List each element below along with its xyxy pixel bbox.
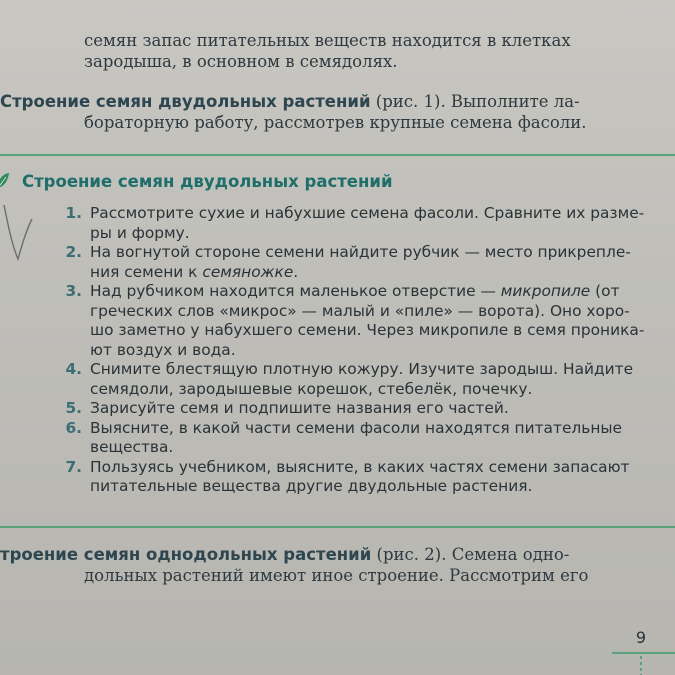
intro-line-2: зародыша, в основном в семядолях.: [84, 52, 398, 71]
list-item: [50, 204, 670, 243]
list-item-number: 3.: [65, 282, 82, 300]
page-number-dotted-line: [640, 656, 642, 675]
list-item-number: 1.: [65, 204, 82, 222]
list-item-text: Рассмотрите сухие и набухшие семена фасоли. Сравните их разме- ры и форму.: [90, 204, 645, 242]
section-monocot-line-2: дольных растений имеют иное строение. Рассмотрим его: [84, 566, 589, 585]
section-monocot-heading: троение семян однодольных растений: [0, 545, 372, 564]
lab-bottom-rule: [0, 526, 675, 528]
section-dicot-line-2: бораторную работу, рассмотрев крупные семена фасоли.: [84, 113, 587, 132]
lab-title: Строение семян двудольных растений: [22, 172, 393, 191]
list-item-text: [90, 282, 670, 360]
list-item-number: 2.: [65, 243, 82, 261]
list-item: [50, 282, 670, 360]
list-item: [50, 360, 670, 399]
intro-line-1: семян запас питательных веществ находится в клетках: [84, 31, 571, 50]
page-number: 9: [635, 628, 647, 647]
list-item-text-part: Над рубчиком находится маленькое отверстие —: [90, 282, 501, 300]
section-dicot-heading-rest: (рис. 1). Выполните ла-: [370, 92, 580, 111]
term-micropyle: микропиле: [500, 282, 591, 300]
section-monocot-heading-rest: (рис. 2). Семена одно-: [371, 545, 570, 564]
intro-paragraph: [84, 30, 664, 72]
section-dicot-heading: Строение семян двудольных растений: [0, 92, 371, 111]
lab-steps-list: [50, 204, 670, 497]
list-item: [50, 399, 670, 419]
list-item: [50, 458, 670, 497]
section-monocot-paragraph: [0, 544, 670, 586]
list-item-number: 5.: [65, 399, 82, 417]
list-item-text: [90, 243, 670, 282]
lab-top-rule: [0, 154, 675, 156]
list-item-number: 6.: [65, 418, 82, 437]
list-item-number: 7.: [65, 457, 82, 476]
list-item: [50, 419, 670, 458]
list-item-text: Пользуясь учебником, выясните, в каких частях семени запасают питательные вещества другие двудольные растения.: [90, 457, 630, 495]
list-item-number: 4.: [65, 360, 82, 378]
list-item-text-part: .: [293, 262, 299, 281]
term-seed-stalk: семяножке: [202, 262, 294, 281]
page-number-rule: [612, 652, 675, 654]
list-item-text: Снимите блестящую плотную кожуру. Изучите зародыш. Найдите семядоли, зародышевые корешок, стебелёк, почечку.: [90, 360, 634, 398]
list-item-text: Выясните, в какой части семени фасоли находятся питательные вещества.: [90, 418, 623, 456]
leaf-icon: [0, 172, 10, 190]
list-item-text-part: На вогнутой стороне семени найдите рубчик — место прикрепле- ния семени к: [90, 243, 631, 281]
list-item: [50, 243, 670, 282]
section-dicot-paragraph: [0, 91, 670, 133]
list-item-text: Зарисуйте семя и подпишите названия его частей.: [90, 399, 509, 417]
list-item-text-part: (от греческих слов «микрос» — малый и «пиле» — ворота). Оно хоро- шо заметно у набухшего семени. Через микропиле в семя проника- ют воздух и вода.: [90, 282, 645, 359]
pencil-mark-icon: [0, 195, 40, 265]
